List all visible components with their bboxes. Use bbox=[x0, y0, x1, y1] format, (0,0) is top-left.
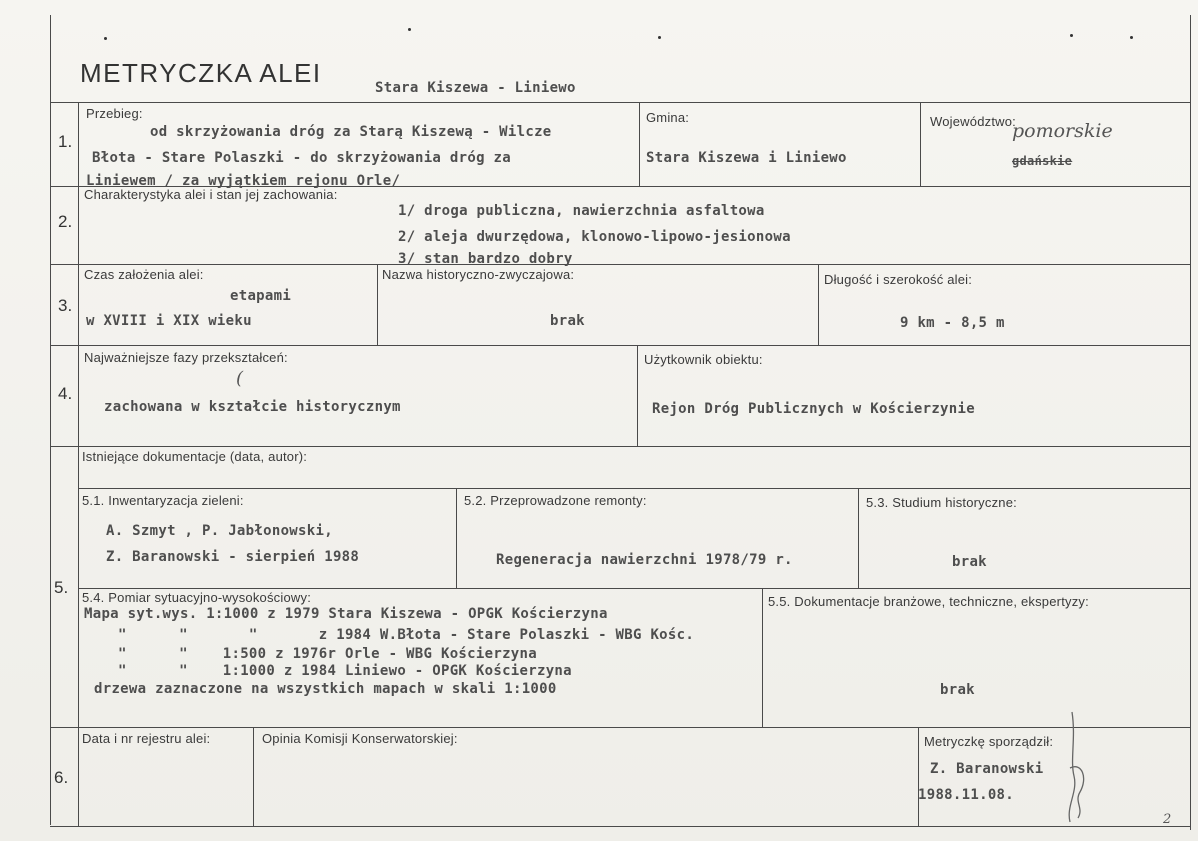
uzytkownik-value: Rejon Dróg Publicznych w Kościerzynie bbox=[652, 401, 975, 417]
uzytkownik-label: Użytkownik obiektu: bbox=[644, 352, 763, 367]
row-number-6: 6. bbox=[54, 768, 69, 787]
row6-top-border bbox=[50, 727, 1190, 728]
gmina-value: Stara Kiszewa i Liniewo bbox=[646, 150, 847, 166]
czas-label: Czas założenia alei: bbox=[84, 267, 204, 282]
charakterystyka-line-1: 1/ droga publiczna, nawierzchnia asfaltowa bbox=[398, 203, 765, 219]
przebieg-line-1: od skrzyżowania dróg za Starą Kiszewą - Wilcze bbox=[150, 124, 552, 140]
dokumentacje-label: Istniejące dokumentacje (data, autor): bbox=[82, 449, 308, 464]
row4-divider bbox=[637, 345, 638, 446]
speck bbox=[1130, 36, 1133, 39]
czas-line-1: etapami bbox=[230, 288, 292, 304]
wojewodztwo-label: Województwo: bbox=[930, 114, 1016, 129]
wojewodztwo-handwritten: pomorskie bbox=[1012, 120, 1113, 142]
inwentaryzacja-label: 5.1. Inwentaryzacja zieleni: bbox=[82, 493, 244, 508]
inwentaryzacja-line-1: A. Szmyt , P. Jabłonowski, bbox=[106, 523, 333, 539]
speck bbox=[658, 36, 661, 39]
row5-sub1-border bbox=[78, 488, 1190, 489]
fazy-label: Najważniejsze fazy przekształceń: bbox=[84, 350, 288, 365]
czas-line-2: w XVIII i XIX wieku bbox=[86, 313, 252, 329]
pomiar-line-3: " " 1:500 z 1976r Orle - WBG Kościerzyna bbox=[118, 646, 537, 662]
number-column-border bbox=[78, 102, 79, 826]
row-number-1: 1. bbox=[58, 132, 73, 151]
charakterystyka-line-2: 2/ aleja dwurzędowa, klonowo-lipowo-jesionowa bbox=[398, 229, 791, 245]
branzowe-value: brak bbox=[940, 682, 975, 698]
row-number-5: 5. bbox=[54, 578, 69, 597]
row1-divider-2 bbox=[920, 102, 921, 186]
row5-divider-1 bbox=[456, 488, 457, 588]
dlugosc-value: 9 km - 8,5 m bbox=[900, 315, 1005, 331]
row3-divider-1 bbox=[377, 264, 378, 345]
speck bbox=[104, 37, 107, 40]
sporzadzil-label: Metryczkę sporządził: bbox=[924, 734, 1054, 749]
outer-right-border bbox=[1190, 15, 1191, 830]
pomiar-label: 5.4. Pomiar sytuacyjno-wysokościowy: bbox=[82, 590, 311, 605]
row1-top-border bbox=[50, 102, 1190, 103]
corner-mark: 2 bbox=[1163, 812, 1172, 827]
row6-divider-2 bbox=[918, 727, 919, 826]
fazy-value: zachowana w kształcie historycznym bbox=[104, 399, 401, 415]
remonty-value: Regeneracja nawierzchni 1978/79 r. bbox=[496, 552, 793, 568]
pomiar-line-4: " " 1:1000 z 1984 Liniewo - OPGK Kościerzyna bbox=[118, 663, 572, 679]
przebieg-line-3: Liniewem / za wyjątkiem rejonu Orle/ bbox=[86, 173, 401, 189]
avenue-name: Stara Kiszewa - Liniewo bbox=[375, 80, 576, 96]
opinia-label: Opinia Komisji Konserwatorskiej: bbox=[262, 731, 458, 746]
row5-sub2-border bbox=[78, 588, 1190, 589]
outer-left-border bbox=[50, 15, 51, 825]
fazy-handwritten-mark: ( bbox=[236, 368, 244, 389]
sporzadzil-date: 1988.11.08. bbox=[918, 787, 1015, 803]
wojewodztwo-typed: gdańskie bbox=[1012, 154, 1073, 168]
gmina-label: Gmina: bbox=[646, 110, 690, 125]
charakterystyka-label: Charakterystyka alei i stan jej zachowania: bbox=[84, 187, 338, 202]
page-title: METRYCZKA ALEI bbox=[80, 58, 322, 88]
row6-divider-1 bbox=[253, 727, 254, 826]
nazwa-label: Nazwa historyczno-zwyczajowa: bbox=[382, 267, 575, 282]
speck bbox=[408, 28, 411, 31]
branzowe-label: 5.5. Dokumentacje branżowe, techniczne, ekspertyzy: bbox=[768, 594, 1089, 609]
row1-divider-1 bbox=[639, 102, 640, 186]
charakterystyka-line-3: 3/ stan bardzo dobry bbox=[398, 251, 573, 267]
speck bbox=[1070, 34, 1073, 37]
pomiar-line-2: " " " z 1984 W.Błota - Stare Polaszki - WBG Kośc. bbox=[118, 627, 695, 643]
studium-value: brak bbox=[952, 554, 987, 570]
przebieg-label: Przebieg: bbox=[86, 106, 143, 121]
inwentaryzacja-line-2: Z. Baranowski - sierpień 1988 bbox=[106, 549, 360, 565]
data-rejestru-label: Data i nr rejestru alei: bbox=[82, 731, 211, 746]
pomiar-line-5: drzewa zaznaczone na wszystkich mapach w skali 1:1000 bbox=[94, 681, 557, 697]
row5-top-border bbox=[50, 446, 1190, 447]
signature bbox=[1058, 708, 1094, 826]
row-number-4: 4. bbox=[58, 384, 73, 403]
row3-top-border bbox=[50, 264, 1190, 265]
outer-bottom-border bbox=[50, 826, 1190, 827]
sporzadzil-name: Z. Baranowski bbox=[930, 761, 1044, 777]
przebieg-line-2: Błota - Stare Polaszki - do skrzyżowania dróg za bbox=[92, 150, 511, 166]
dlugosc-label: Długość i szerokość alei: bbox=[824, 272, 973, 287]
studium-label: 5.3. Studium historyczne: bbox=[866, 495, 1017, 510]
row-number-3: 3. bbox=[58, 296, 73, 315]
nazwa-value: brak bbox=[550, 313, 585, 329]
row-number-2: 2. bbox=[58, 212, 73, 231]
row4-top-border bbox=[50, 345, 1190, 346]
pomiar-line-1: Mapa syt.wys. 1:1000 z 1979 Stara Kiszewa - OPGK Kościerzyna bbox=[84, 606, 608, 622]
row5-divider-2 bbox=[858, 488, 859, 588]
remonty-label: 5.2. Przeprowadzone remonty: bbox=[464, 493, 647, 508]
row5-divider-3 bbox=[762, 588, 763, 727]
row3-divider-2 bbox=[818, 264, 819, 345]
